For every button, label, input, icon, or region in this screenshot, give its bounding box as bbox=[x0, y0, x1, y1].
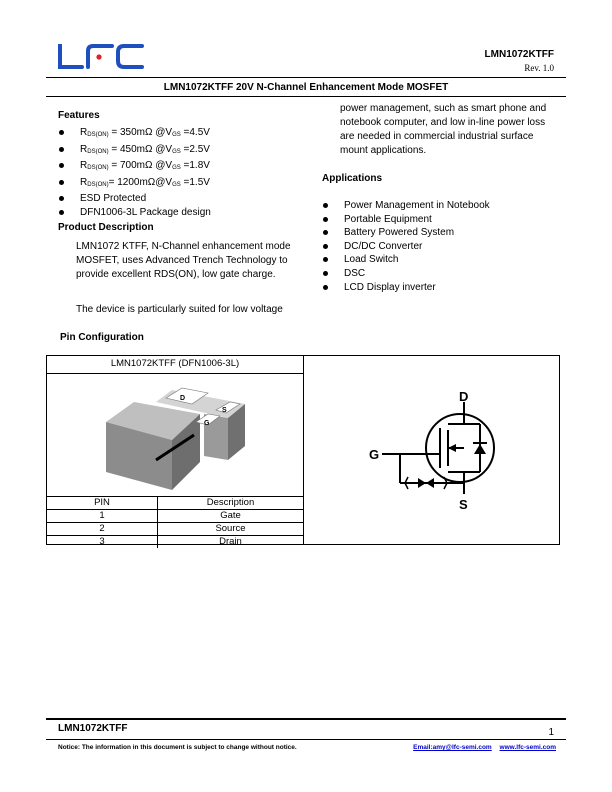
feature-item: RDS(ON) = 450mΩ @VGS =2.5V bbox=[58, 143, 298, 160]
pin-description: Drain bbox=[158, 536, 304, 549]
pin-description: Source bbox=[158, 523, 304, 536]
table-row bbox=[47, 523, 303, 536]
website-link[interactable]: www.lfc-semi.com bbox=[499, 744, 556, 751]
package-title: LMN1072KTFF (DFN1006-3L) bbox=[110, 358, 240, 369]
table-row bbox=[47, 536, 303, 549]
page-number: 1 bbox=[548, 727, 554, 738]
lfc-logo bbox=[58, 44, 144, 70]
package-pin-g-label: G bbox=[204, 420, 210, 427]
footer-part-number: LMN1072KTFF bbox=[58, 723, 128, 734]
application-item: Portable Equipment bbox=[322, 213, 562, 227]
pin-number: 3 bbox=[47, 536, 158, 549]
application-item: LCD Display inverter bbox=[322, 281, 562, 295]
feature-item: DFN1006-3L Package design bbox=[58, 206, 298, 220]
feature-item: RDS(ON)= 1200mΩ@VGS =1.5V bbox=[58, 176, 298, 193]
product-description-p2: The device is particularly suited for low voltage bbox=[76, 304, 283, 315]
document-title: LMN1072KTFF 20V N-Channel Enhancement Mode MOSFET bbox=[163, 82, 449, 93]
feature-item: ESD Protected bbox=[58, 192, 298, 206]
header-part-number: LMN1072KTFF bbox=[484, 49, 554, 60]
features-list bbox=[58, 126, 298, 220]
feature-item: RDS(ON) = 350mΩ @VGS =4.5V bbox=[58, 126, 298, 143]
footer-notice: Notice: The information in this document is subject to change without notice. bbox=[58, 744, 297, 751]
applications-list bbox=[322, 199, 562, 294]
product-description-p2-cont: power management, such as smart phone and notebook computer, and low in-line power loss are needed in commercial industrial surface mount applications. bbox=[340, 103, 547, 156]
pin-table bbox=[47, 496, 303, 548]
product-description-heading: Product Description bbox=[58, 222, 154, 233]
header-description: Description bbox=[158, 497, 304, 510]
drain-label: D bbox=[459, 389, 469, 404]
table-header-row bbox=[47, 497, 303, 510]
pin-number: 2 bbox=[47, 523, 158, 536]
footer-rule-2 bbox=[46, 739, 566, 740]
footer-rule bbox=[46, 718, 566, 720]
pin-description: Gate bbox=[158, 510, 304, 523]
application-item: DSC bbox=[322, 267, 562, 281]
title-rule bbox=[46, 96, 566, 97]
header-rule bbox=[46, 77, 566, 78]
package-pin-d-label: D bbox=[180, 395, 186, 402]
pin-number: 1 bbox=[47, 510, 158, 523]
pin-config-heading: Pin Configuration bbox=[60, 332, 144, 343]
application-item: Power Management in Notebook bbox=[322, 199, 562, 213]
header-revision: Rev. 1.0 bbox=[524, 63, 554, 73]
package-pin-s-label: S bbox=[222, 407, 227, 414]
mosfet-schematic bbox=[360, 382, 510, 514]
gate-label: G bbox=[369, 447, 380, 462]
pin-config-divider bbox=[303, 355, 304, 545]
footer-links bbox=[407, 744, 556, 751]
feature-item: RDS(ON) = 700mΩ @VGS =1.8V bbox=[58, 159, 298, 176]
email-link[interactable]: Email:amy@lfc-semi.com bbox=[413, 744, 492, 751]
header-pin: PIN bbox=[47, 497, 158, 510]
application-item: Battery Powered System bbox=[322, 226, 562, 240]
source-label: S bbox=[459, 497, 468, 512]
application-item: DC/DC Converter bbox=[322, 240, 562, 254]
table-row bbox=[47, 510, 303, 523]
product-description-p1: LMN1072 KTFF, N-Channel enhancement mode MOSFET, uses Advanced Trench Technology to provide excellent RDS(ON), low gate charge. bbox=[76, 241, 291, 280]
features-heading: Features bbox=[58, 110, 100, 121]
package-drawing bbox=[100, 380, 260, 495]
application-item: Load Switch bbox=[322, 253, 562, 267]
applications-heading: Applications bbox=[322, 173, 383, 184]
package-title-rule bbox=[47, 373, 303, 374]
